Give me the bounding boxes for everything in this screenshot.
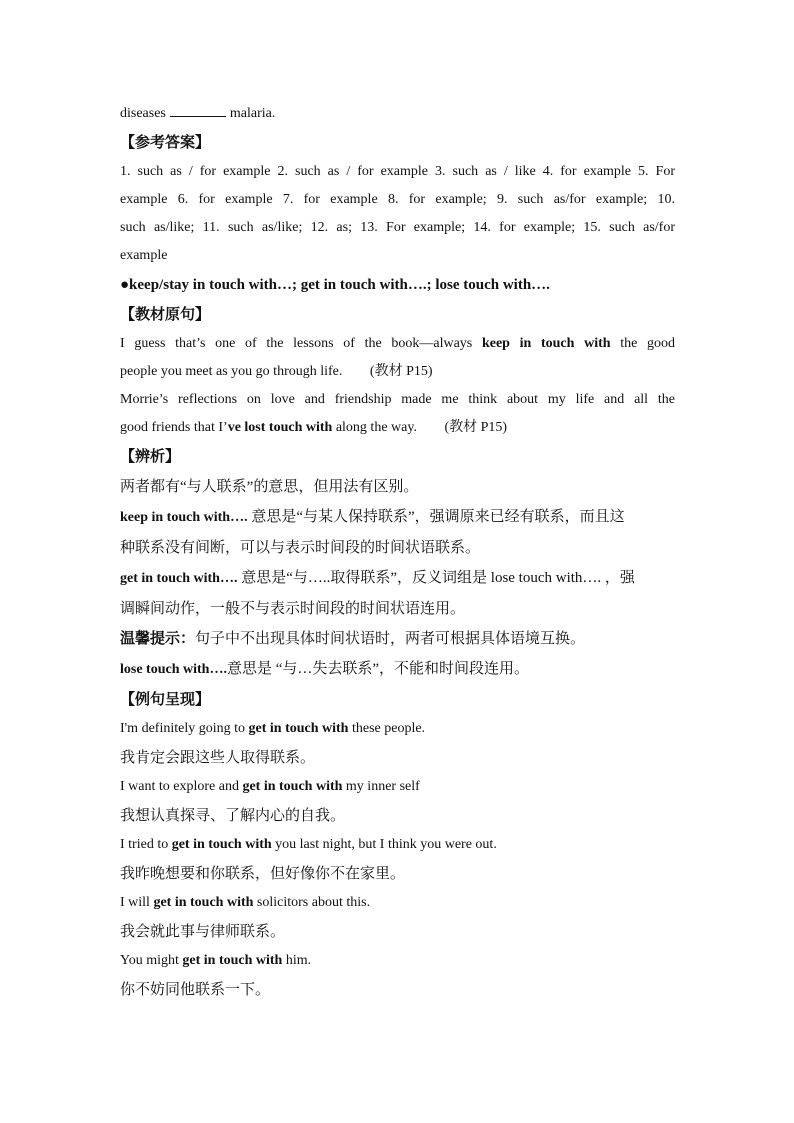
example-en	[120, 773, 675, 801]
example-phrase: get in touch with	[242, 779, 343, 794]
analysis-lose	[120, 654, 675, 685]
example-text: I'm definitely going to	[120, 721, 246, 736]
exercise-line	[120, 100, 675, 128]
example-zh: 我肯定会跟这些人取得联系。	[120, 750, 316, 766]
example-phrase: get in touch with	[171, 837, 272, 852]
example-en	[120, 889, 675, 917]
analysis-keep-cont: 种联系没有间断，可以与表示时间段的时间状语联系。	[120, 540, 481, 556]
example-phrase: get in touch with	[153, 895, 254, 910]
example-item	[120, 947, 675, 1005]
textbook-sentence-1-cont	[120, 358, 675, 386]
textbook-heading: 【教材原句】	[120, 307, 211, 323]
example-item	[120, 831, 675, 889]
example-item	[120, 773, 675, 831]
example-text: you last night, but I think you were out.	[275, 837, 497, 852]
example-zh: 我想认真探寻、了解内心的自我。	[120, 808, 346, 824]
analysis-get-cont: 调瞬间动作，一般不与表示时间段的时间状语连用。	[120, 601, 466, 617]
example-text: You might	[120, 953, 179, 968]
example-phrase: get in touch with	[182, 953, 283, 968]
tip-text: 句子中不出现具体时间状语时，两者可根据具体语境互换。	[195, 631, 586, 647]
example-item	[120, 715, 675, 773]
example-en	[120, 947, 675, 975]
example-text: solicitors about this.	[256, 895, 371, 910]
textbook-sentence-1	[120, 330, 675, 358]
answer-blank	[170, 103, 226, 117]
example-zh: 我昨晚想要和你联系，但好像你不在家里。	[120, 866, 406, 882]
analysis-intro: 两者都有“与人联系”的意思，但用法有区别。	[120, 479, 419, 495]
analysis-keep	[120, 502, 675, 533]
sentence-text: good friends that I’	[120, 420, 228, 435]
example-phrase: get in touch with	[248, 721, 349, 736]
example-en	[120, 715, 675, 743]
sentence-phrase: keep in touch with	[481, 336, 611, 351]
tip-label: 温馨提示：	[120, 631, 196, 647]
textbook-reference: (教材 P15)	[444, 420, 508, 435]
examples-heading: 【例句呈现】	[120, 692, 211, 708]
textbook-sentence-2: Morrie’s reflections on love and friendship made me think about my life and all the	[120, 392, 675, 407]
answers-heading: 【参考答案】	[120, 135, 211, 151]
example-text: him.	[285, 953, 312, 968]
example-zh: 你不妨同他联系一下。	[120, 982, 271, 998]
analysis-tip	[120, 624, 675, 654]
example-zh: 我会就此事与律师联系。	[120, 924, 286, 940]
sentence-phrase: ve lost touch with	[227, 420, 333, 435]
example-text: I tried to	[120, 837, 169, 852]
analysis-get	[120, 563, 675, 594]
document-content	[120, 100, 675, 1005]
example-text: my inner self	[345, 779, 420, 794]
phrase-bold: keep in touch with….	[120, 510, 248, 525]
answers-line: example	[120, 248, 168, 263]
sentence-text: the good	[620, 336, 676, 351]
analysis-text: 意思是 “与…失去联系”，不能和时间段连用。	[226, 661, 530, 677]
analysis-text: 意思是“与某人保持联系”，强调原来已经有联系，而且这	[251, 509, 625, 525]
sentence-text: along the way.	[335, 420, 417, 435]
example-text: I want to explore and	[120, 779, 239, 794]
exercise-text-before: diseases	[120, 106, 166, 121]
example-text: I will	[120, 895, 150, 910]
example-en	[120, 831, 675, 859]
phrase-title: ●keep/stay in touch with…; get in touch with….; lose touch with….	[120, 277, 550, 293]
sentence-text: I guess that’s one of the lessons of the book—always	[120, 336, 473, 351]
phrase-bold: get in touch with….	[120, 571, 238, 586]
answers-line: such as/like; 11. such as/like; 12. as; 13. For example; 14. for example; 15. such as/for	[120, 220, 675, 235]
exercise-text-after: malaria.	[229, 106, 276, 121]
answers-line: 1. such as / for example 2. such as / for example 3. such as / like 4. for example 5. For	[120, 164, 675, 179]
analysis-heading: 【辨析】	[120, 449, 181, 465]
textbook-sentence-2-cont	[120, 414, 675, 442]
example-text: these people.	[351, 721, 426, 736]
answers-line: example 6. for example 7. for example 8. for example; 9. such as/for example; 10.	[120, 192, 675, 207]
sentence-text: people you meet as you go through life.	[120, 364, 343, 379]
example-item	[120, 889, 675, 947]
phrase-bold: lose touch with….	[120, 662, 227, 677]
textbook-reference: (教材 P15)	[369, 364, 433, 379]
analysis-text: 意思是“与…..取得联系”，反义词组是 lose touch with…. ，强	[241, 570, 635, 586]
